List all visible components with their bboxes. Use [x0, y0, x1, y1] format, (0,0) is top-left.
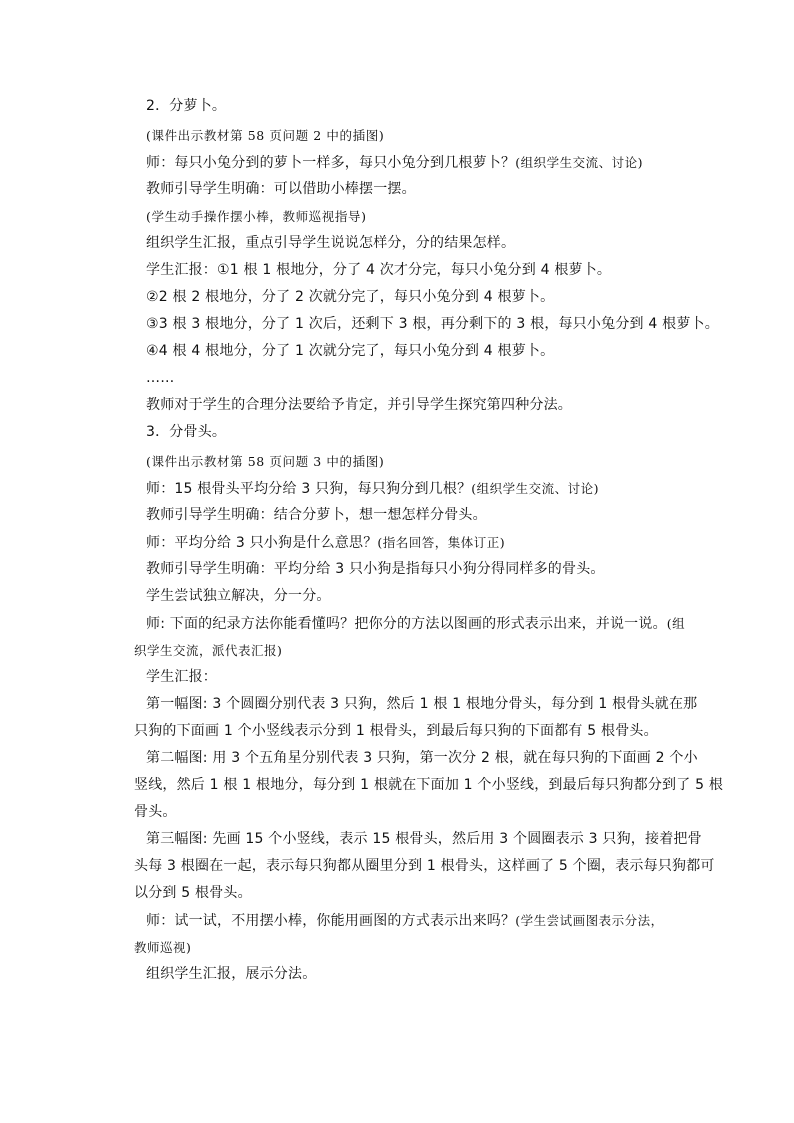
- section-2-heading: 2．分萝卜。: [146, 98, 227, 114]
- teacher-guidance: 教师引导学生明确：平均分给 3 只小狗是指每只小狗分得同样多的骨头。: [146, 561, 605, 577]
- question-note-continuation: [134, 637, 674, 664]
- question-note: (组: [666, 616, 686, 631]
- question-note: (指名回答，集体订正): [377, 535, 506, 550]
- question-text: 师：试一试，不用摆小棒，你能用画图的方式表示出来吗？: [146, 913, 516, 929]
- question-text: 师：15 根骨头平均分给 3 只狗，每只狗分到几根？: [146, 481, 472, 497]
- question-note-continuation: [134, 934, 674, 961]
- student-try: 学生尝试独立解决，分一分。: [146, 588, 331, 604]
- teacher-affirmation: 教师对于学生的合理分法要给予肯定，并引导学生探究第四种分法。: [146, 397, 572, 413]
- figure-2-description-end: 骨头。: [134, 804, 177, 820]
- figure-3-description-cont: 头每 3 根圈在一起，表示每只狗都从圈里分到 1 根骨头，这样画了 5 个圈，表示每只狗都可: [134, 858, 715, 874]
- teacher-guidance: 教师引导学生明确：结合分萝卜，想一想怎样分骨头。: [146, 507, 487, 523]
- report-organization: 组织学生汇报，重点引导学生说说怎样分，分的结果怎样。: [146, 235, 516, 251]
- courseware-note: (课件出示教材第 58 页问题 2 中的插图): [146, 128, 385, 143]
- student-report-4: ④4 根 4 根地分，分了 1 次就分完了，每只小兔分到 4 根萝卜。: [146, 343, 555, 359]
- question-text: 师: 下面的纪录方法你能看懂吗？把你分的方法以图画的形式表示出来，并说一说。: [146, 616, 667, 632]
- section-3-heading: 3．分骨头。: [146, 424, 227, 440]
- courseware-note: (课件出示教材第 58 页问题 3 中的插图): [146, 454, 385, 469]
- teacher-question: [146, 907, 674, 934]
- teacher-guidance: 教师引导学生明确：可以借助小棒摆一摆。: [146, 181, 416, 197]
- question-note: (组织学生交流、讨论): [515, 155, 643, 170]
- question-note: (学生尝试画图表示分法，: [515, 913, 664, 928]
- figure-1-description-cont: 只狗的下面画 1 个小竖线表示分到 1 根骨头，到最后每只狗的下面都有 5 根骨头。: [134, 723, 658, 739]
- ellipsis: ……: [146, 370, 175, 386]
- question-text: 师：平均分给 3 只小狗是什么意思？: [146, 535, 378, 551]
- teacher-question: [146, 610, 686, 637]
- figure-3-description-end: 以分到 5 根骨头。: [134, 885, 252, 901]
- question-note: 教师巡视): [134, 940, 192, 955]
- student-report-3: ③3 根 3 根地分，分了 1 次后，还剩下 3 根，再分剩下的 3 根，每只小兔分到 4 根萝卜。: [146, 316, 719, 332]
- final-instruction: 组织学生汇报，展示分法。: [146, 966, 317, 982]
- teacher-question: [146, 529, 674, 556]
- student-report-2: ②2 根 2 根地分，分了 2 次就分完了，每只小兔分到 4 根萝卜。: [146, 289, 555, 305]
- figure-3-description: 第三幅图: 先画 15 个小竖线，表示 15 根骨头，然后用 3 个圆圈表示 3 只狗，接着把骨: [146, 831, 702, 847]
- figure-2-description-cont: 竖线，然后 1 根 1 根地分，每分到 1 根就在下面加 1 个小竖线，到最后每只狗都分到了 5 根: [134, 777, 724, 793]
- teacher-question: [146, 149, 674, 176]
- question-note: 织学生交流，派代表汇报): [134, 643, 283, 658]
- activity-note: (学生动手操作摆小棒，教师巡视指导): [146, 209, 367, 224]
- question-note: (组织学生交流、讨论): [471, 481, 600, 496]
- student-report-label: 学生汇报：: [146, 669, 217, 685]
- student-report-1: 学生汇报：①1 根 1 根地分，分了 4 次才分完，每只小兔分到 4 根萝卜。: [146, 262, 612, 278]
- figure-1-description: 第一幅图: 3 个圆圈分别代表 3 只狗，然后 1 根 1 根地分骨头，每分到 1 根骨头就在那: [146, 696, 698, 712]
- teacher-question: [146, 475, 674, 502]
- question-text: 师：每只小兔分到的萝卜一样多，每只小兔分到几根萝卜？: [146, 155, 516, 171]
- figure-2-description: 第二幅图: 用 3 个五角星分别代表 3 只狗，第一次分 2 根，就在每只狗的下面画 2 个小: [146, 750, 698, 766]
